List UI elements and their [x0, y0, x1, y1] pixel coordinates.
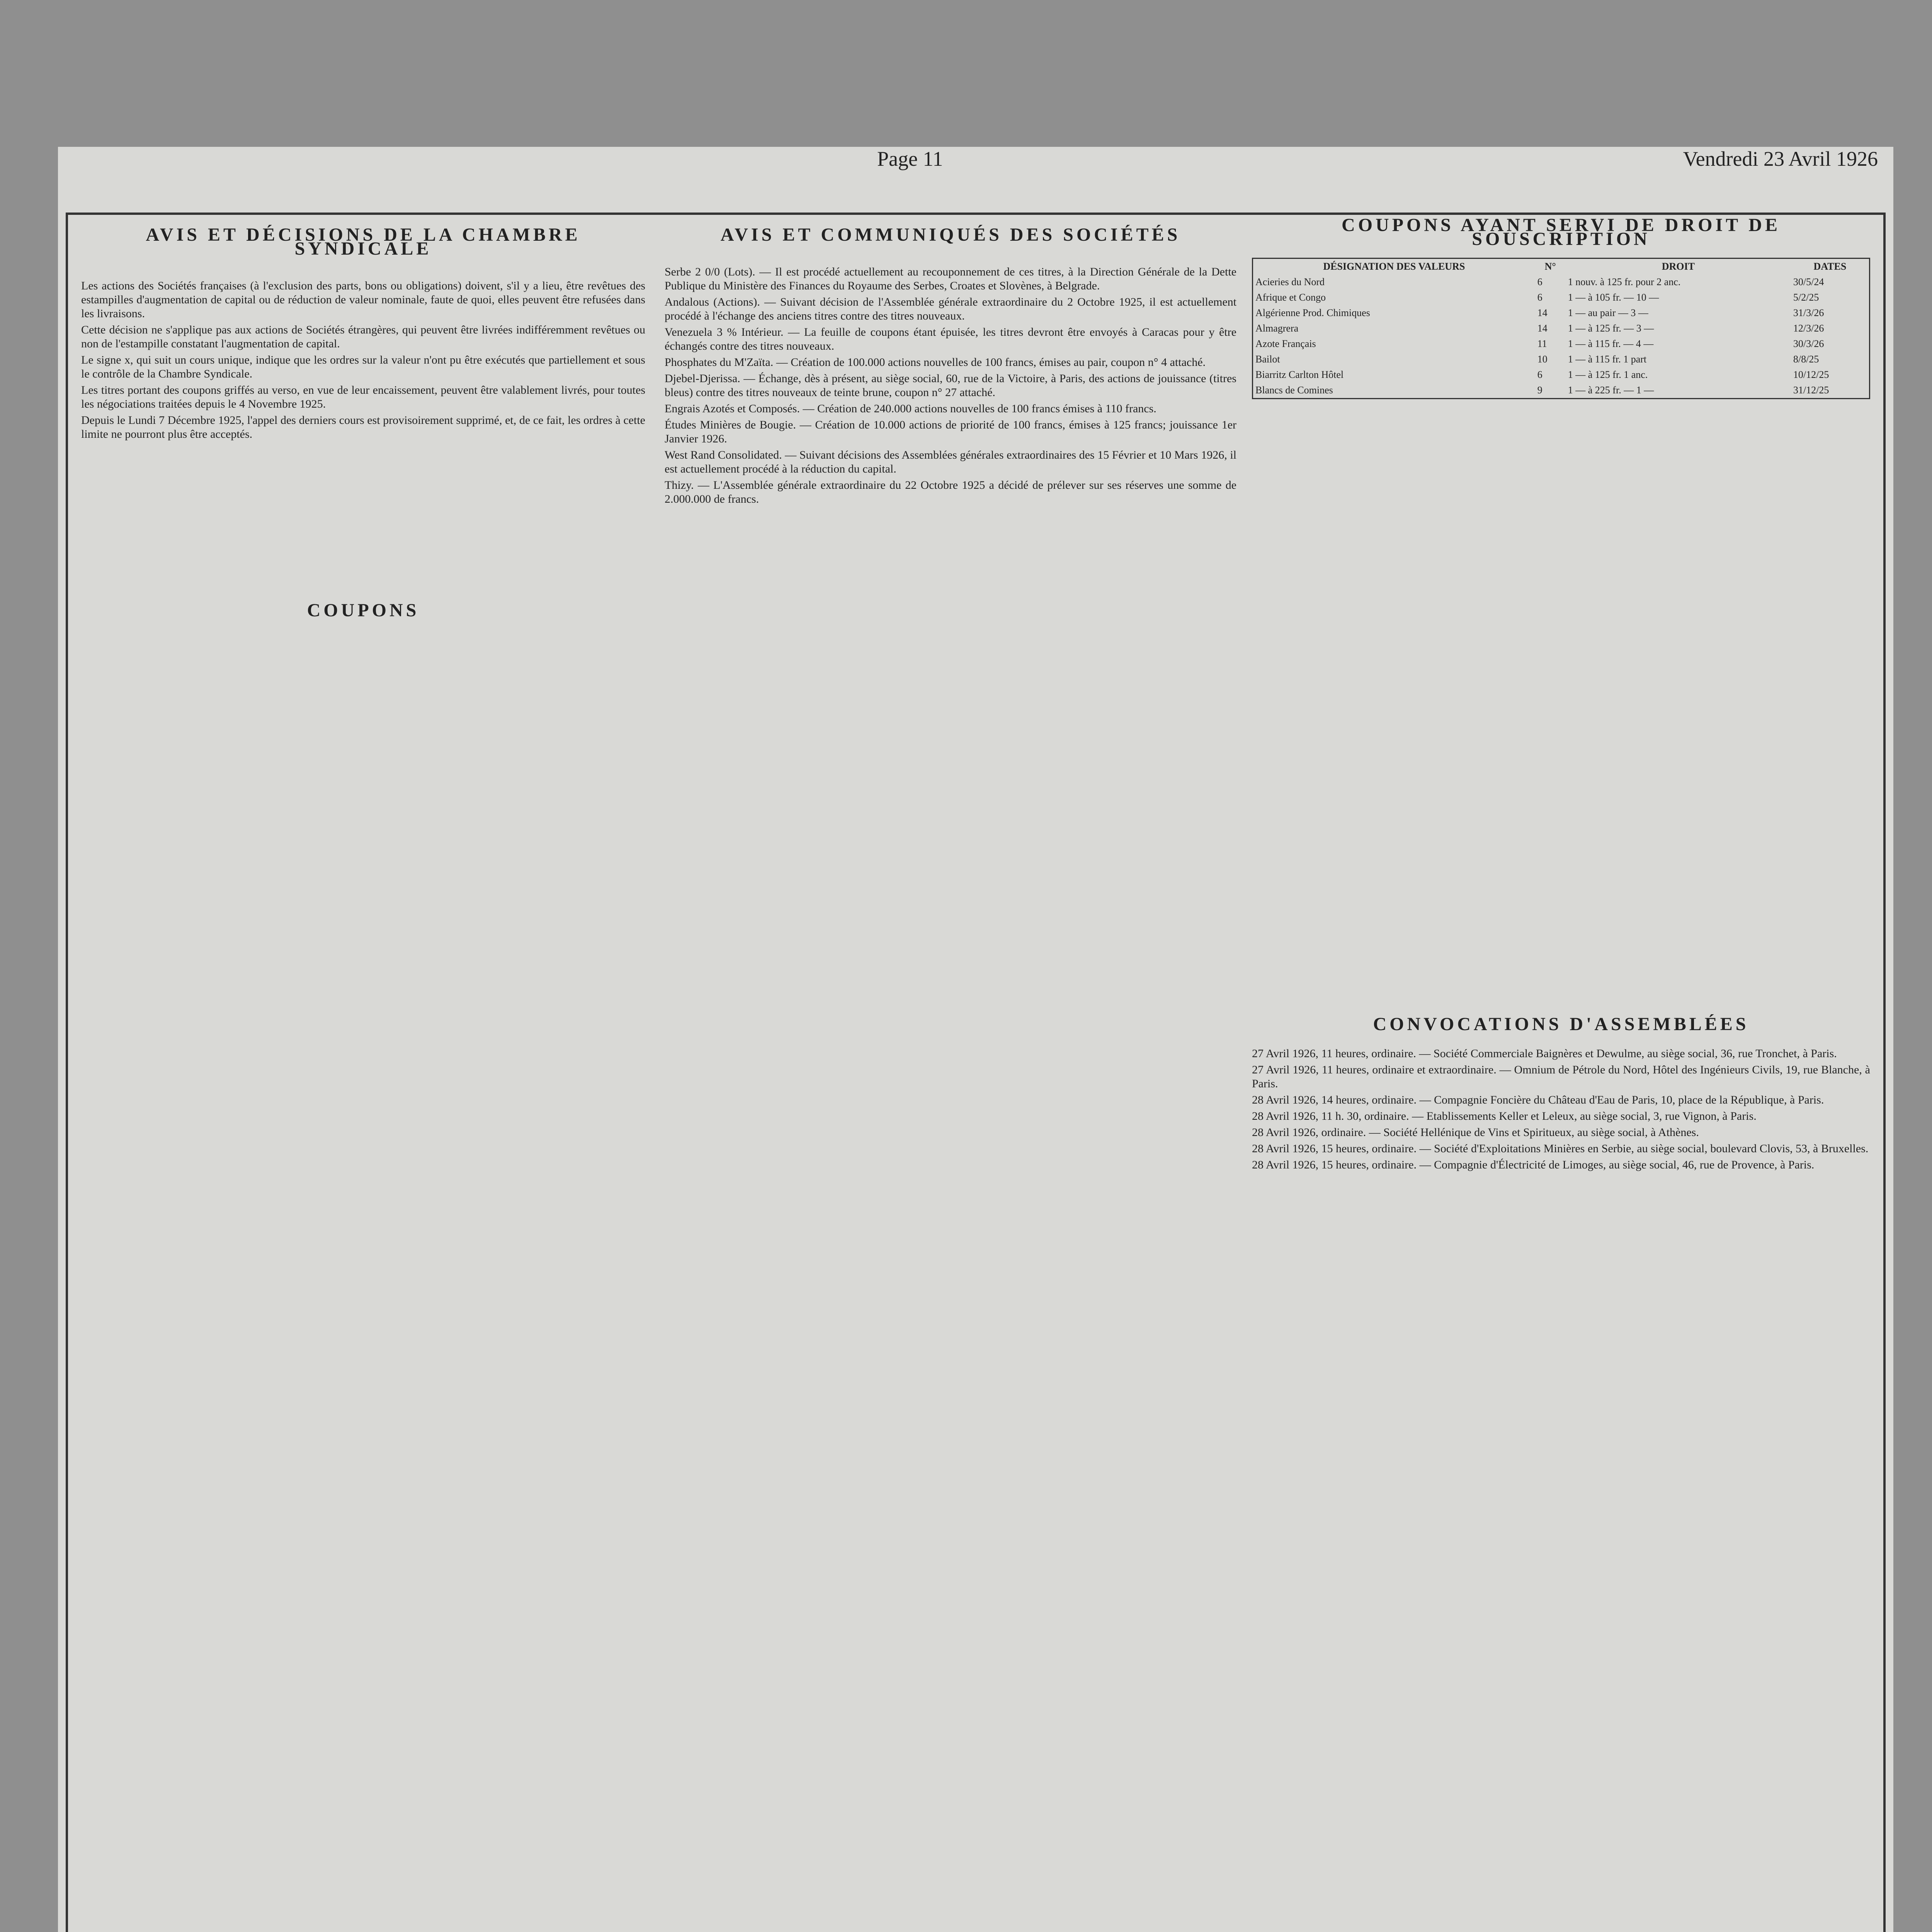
societes-column	[665, 224, 1236, 509]
table-cell: Algérienne Prod. Chimiques	[1255, 307, 1370, 318]
coupon-row	[1253, 274, 1870, 290]
coupons-droit-column	[1252, 215, 1870, 1174]
table-cell: 1 — à 125 fr. — 3 —	[1568, 323, 1654, 334]
table-cell: 31/12/25	[1793, 384, 1829, 396]
table-cell: 1 — à 115 fr. 1 part	[1568, 354, 1647, 365]
table-cell: 5/2/25	[1793, 292, 1819, 303]
societe-paragraph: West Rand Consolidated. — Suivant décisions des Assemblées générales extraordinaires des 15 Février et 10 Mars 1926, il est actuellement procédé à la réduction du capital.	[665, 449, 1236, 475]
chambre-paragraph: Cette décision ne s'applique pas aux actions de Sociétés étrangères, qui peuvent être livrées indifféremment revêtues ou non de l'estampille constatant l'augmentation de capital.	[81, 323, 645, 350]
table-cell: 1 — à 225 fr. — 1 —	[1568, 384, 1654, 396]
table-cell: 14	[1537, 323, 1548, 334]
convocations-text	[1252, 1047, 1870, 1172]
coupons-heading: COUPONS	[307, 600, 420, 621]
societe-paragraph: Serbe 2 0/0 (Lots). — Il est procédé actuellement au recouponnement de ces titres, à la Direction Générale de la Dette Publique du Ministère des Finances du Royaume des Serbes, Croates et Slovènes, à Belgrade.	[665, 265, 1236, 292]
table-cell: 12/3/26	[1793, 323, 1824, 334]
convocation-paragraph: 28 Avril 1926, 11 h. 30, ordinaire. — Etablissements Keller et Leleux, au siège social, 3, rue Vignon, à Paris.	[1252, 1110, 1757, 1122]
table-cell: Azote Français	[1255, 338, 1316, 349]
table-cell: Blancs de Comines	[1255, 384, 1333, 396]
table-cell: Afrique et Congo	[1255, 292, 1326, 303]
table-cell: 10	[1537, 354, 1548, 365]
societe-paragraph: Études Minières de Bougie. — Création de 10.000 actions de priorité de 100 francs, émises à 125 francs; jouissance 1er Janvier 1926.	[665, 418, 1236, 445]
chambre-column	[81, 224, 645, 621]
chambre-text	[81, 279, 645, 441]
societe-paragraph: Engrais Azotés et Composés. — Création de 240.000 actions nouvelles de 100 francs émises à 110 francs.	[665, 402, 1156, 415]
convocation-paragraph: 28 Avril 1926, 14 heures, ordinaire. — Compagnie Foncière du Château d'Eau de Paris, 10, place de la République, à Paris.	[1252, 1094, 1824, 1106]
table-cell: 8/8/25	[1793, 354, 1819, 365]
coupon-row	[1253, 305, 1870, 321]
chambre-paragraph: Depuis le Lundi 7 Décembre 1925, l'appel des derniers cours est provisoirement supprimé, et, de ce fait, les ordres à cette limite ne pourront plus être acceptés.	[81, 414, 645, 440]
convocation-paragraph: 27 Avril 1926, 11 heures, ordinaire et extraordinaire. — Omnium de Pétrole du Nord, Hôtel des Ingénieurs Civils, 19, rue Blanche, à Paris.	[1252, 1063, 1870, 1090]
table-cell: 6	[1537, 369, 1543, 380]
chambre-paragraph: Les actions des Sociétés françaises (à l'exclusion des parts, bons ou obligations) doivent, s'il y a lieu, être revêtues des estampilles d'augmentation de capital ou de réduction de valeur nominale, faute de quoi, elles peuvent être refusées dans les livraisons.	[81, 279, 645, 320]
page-header	[58, 139, 1893, 170]
table-cell: 1 nouv. à 125 fr. pour 2 anc.	[1568, 276, 1681, 287]
coupon-row	[1253, 383, 1870, 399]
table-cell: Almagrera	[1255, 323, 1299, 334]
convocation-paragraph: 28 Avril 1926, 15 heures, ordinaire. — Société d'Exploitations Minières en Serbie, au siège social, boulevard Clovis, 53, à Bruxelles.	[1252, 1142, 1869, 1155]
coupon-row	[1253, 367, 1870, 383]
table-cell: 30/3/26	[1793, 338, 1824, 349]
convocation-paragraph: 28 Avril 1926, 15 heures, ordinaire. — Compagnie d'Électricité de Limoges, au siège social, 46, rue de Provence, à Paris.	[1252, 1158, 1815, 1171]
table-cell: 11	[1537, 338, 1547, 349]
convocation-paragraph: 27 Avril 1926, 11 heures, ordinaire. — Société Commerciale Baignères et Dewulme, au siège social, 36, rue Tronchet, à Paris.	[1252, 1047, 1837, 1060]
table-cell: 10/12/25	[1793, 369, 1829, 380]
table-cell: 31/3/26	[1793, 307, 1824, 318]
societe-paragraph: Phosphates du M'Zaïta. — Création de 100.000 actions nouvelles de 100 francs, émises au pair, coupon n° 4 attaché.	[665, 356, 1206, 369]
coupon-row	[1253, 290, 1870, 305]
coupons-droit-heading: COUPONS AYANT SERVI DE DROIT DE SOUSCRIPTION	[1342, 215, 1781, 249]
chambre-paragraph: Les titres portant des coupons griffés au verso, en vue de leur encaissement, peuvent être valablement livrés, pour toutes les négociations traitées depuis le 4 Novembre 1925.	[81, 384, 645, 410]
table-cell: Biarritz Carlton Hôtel	[1255, 369, 1344, 380]
convocation-paragraph: 28 Avril 1926, ordinaire. — Société Hellénique de Vins et Spiritueux, au siège social, à Athènes.	[1252, 1126, 1699, 1139]
table-cell: 1 — au pair — 3 —	[1568, 307, 1648, 318]
societe-paragraph: Venezuela 3 % Intérieur. — La feuille de coupons étant épuisée, les titres devront être envoyés à Caracas pour y être échangés contre des titres nouveaux.	[665, 326, 1236, 352]
table-cell: Bailot	[1255, 354, 1280, 365]
table-cell: 9	[1537, 384, 1543, 396]
page-date: Vendredi 23 Avril 1926	[1683, 147, 1878, 170]
societe-paragraph: Andalous (Actions). — Suivant décision de l'Assemblée générale extraordinaire du 2 Octobre 1925, il est actuellement procédé à l'échange des anciens titres contre des titres nouveaux.	[665, 296, 1236, 322]
table-cell: Acieries du Nord	[1255, 276, 1325, 287]
newspaper-page	[58, 147, 1893, 1932]
table-cell: 6	[1537, 276, 1543, 287]
table-cell: 30/5/24	[1793, 276, 1824, 287]
table-cell: 1 — à 105 fr. — 10 —	[1568, 292, 1659, 303]
societes-text	[665, 265, 1236, 506]
societes-heading: AVIS ET COMMUNIQUÉS DES SOCIÉTÉS	[720, 224, 1181, 245]
table-cell: 6	[1537, 292, 1543, 303]
societe-paragraph: Djebel-Djerissa. — Échange, dès à présent, au siège social, 60, rue de la Victoire, à Paris, des actions de jouissance (titres bleus) contre des titres nouveaux de teinte brune, coupon n° 27 attaché.	[665, 372, 1236, 399]
coupons-droit-table: DÉSIGNATION DES VALEURS N° DROIT DATES Acieries du Nord 6 1 nouv. à 125 fr. pour 2 anc. 30/5/24 Afrique et Congo 6 1 — à 105 fr. — 10 — 5/2/25 Algérienne Prod. Chimiques 14 1 — au pair — 3 — 31/3/26 Almagrera 14 1 — à 125 fr. — 3 — 12/3/26 Azote Français 11 1 — à 115 fr. — 4 — 30/3/26 Bailot 10 1 — à 115 fr. 1 part 8/8/25 Biarritz Carlton Hôtel 6 1 — à 125 fr. 1 anc. 10/12/25 Blancs de Comines 9 1 — à 225 fr. — 1 — 31/12/25	[1252, 258, 1870, 399]
societe-paragraph: Thizy. — L'Assemblée générale extraordinaire du 22 Octobre 1925 a décidé de prélever sur ses réserves une somme de 2.000.000 de francs.	[665, 479, 1236, 505]
convocations-heading: CONVOCATIONS D'ASSEMBLÉES	[1373, 1014, 1749, 1034]
chambre-heading: AVIS ET DÉCISIONS DE LA CHAMBRE SYNDICALE	[146, 224, 581, 259]
table-cell: 14	[1537, 307, 1548, 318]
coupon-row	[1253, 352, 1870, 367]
chambre-paragraph: Le signe x, qui suit un cours unique, indique que les ordres sur la valeur n'ont pu être exécutés que partiellement et sous le contrôle de la Chambre Syndicale.	[81, 354, 645, 380]
page-number: Page 11	[877, 147, 943, 170]
table-cell: 1 — à 115 fr. — 4 —	[1568, 338, 1654, 349]
coupon-row	[1253, 321, 1870, 336]
table-cell: 1 — à 125 fr. 1 anc.	[1568, 369, 1648, 380]
coupon-row	[1253, 336, 1870, 352]
